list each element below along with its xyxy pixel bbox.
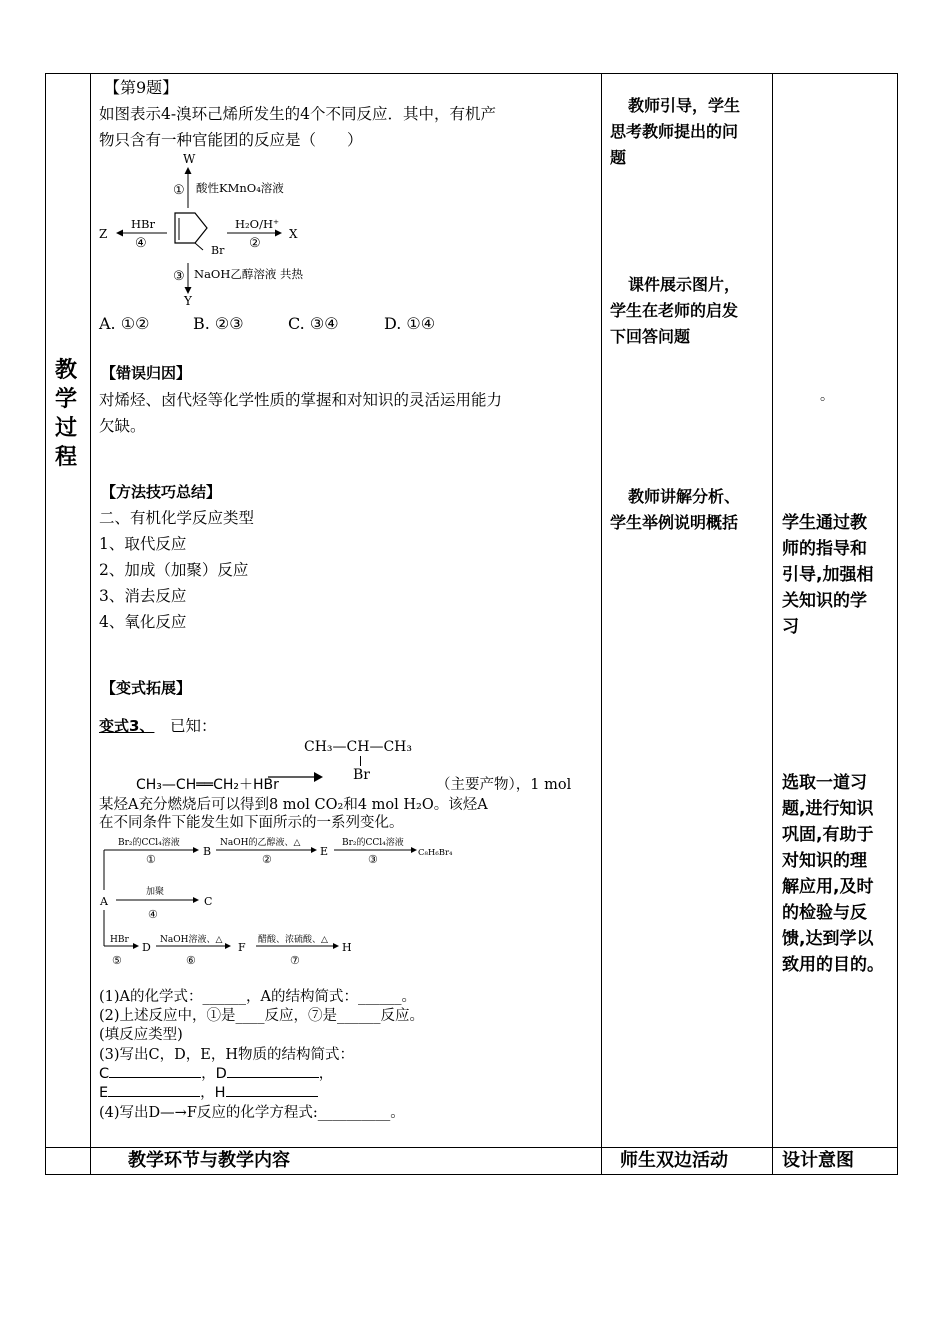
q3-E-blank[interactable] <box>108 1096 200 1097</box>
q9-option-c: C. ③④ <box>288 314 339 333</box>
table-border-right <box>897 73 898 1175</box>
intent-line: 馈,达到学以 <box>782 929 874 949</box>
diagram-r1: ① <box>173 183 185 198</box>
scheme-n5: ⑤ <box>112 954 122 967</box>
side-char: 学 <box>54 387 77 412</box>
scheme-c3: Br₂的CCl₄溶液 <box>342 838 404 848</box>
variant-line1-tail: （主要产物），1 mol <box>436 777 572 793</box>
variant-q2: (2)上述反应中，①是____反应，⑦是______反应。 <box>99 1008 425 1024</box>
q3-H-label: H <box>214 1085 226 1101</box>
table-border-col3 <box>772 73 773 1175</box>
q3-C-blank[interactable] <box>109 1077 201 1078</box>
scheme-A: A <box>100 895 108 908</box>
method-header: 【方法技巧总结】 <box>101 483 222 501</box>
diagram-W: W <box>183 152 196 166</box>
variant-line3: 在不同条件下能发生如下面所示的一系列变化。 <box>99 815 404 831</box>
activity-line: 教师讲解分析、 <box>628 487 741 506</box>
activity-line: 下回答问题 <box>610 327 691 346</box>
diagram-r1-cond: 酸性KMnO₄溶液 <box>196 181 284 195</box>
scheme-F: F <box>238 941 246 954</box>
q9-text-line1: 如图表示4-溴环己烯所发生的4个不同反应．其中，有机产 <box>99 105 496 123</box>
intent-line: 题,进行知识 <box>782 799 874 819</box>
q9-option-b: B. ②③ <box>193 314 244 333</box>
q3-E-label: E <box>99 1085 109 1101</box>
diagram-r3: ③ <box>173 269 185 284</box>
table-border-col2 <box>601 73 602 1175</box>
side-char: 教 <box>54 358 77 383</box>
intent-line: 解应用,及时 <box>782 877 874 897</box>
bromocyclohexene-reaction-diagram <box>95 150 395 308</box>
table-border-col1 <box>90 73 91 1175</box>
scheme-C: C <box>204 895 213 908</box>
q9-option-d: D. ①④ <box>384 314 436 333</box>
side-char: 过 <box>54 416 77 441</box>
intent-line: 学生通过教 <box>782 513 867 533</box>
activity-line: 学生在老师的启发 <box>610 301 739 320</box>
method-item: 2、加成（加聚）反应 <box>99 561 249 579</box>
q9-option-a: A. ①② <box>99 314 150 333</box>
error-line1: 对烯烃、卤代烃等化学性质的掌握和对知识的灵活运用能力 <box>99 391 503 409</box>
scheme-n2: ② <box>262 853 272 866</box>
activity-line: 题 <box>610 148 627 167</box>
table-border-bottom <box>45 1174 898 1175</box>
activity-2 <box>610 272 740 350</box>
scheme-n6: ⑥ <box>186 954 196 967</box>
intent-line: 的检验与反 <box>782 903 867 923</box>
diagram-r3-cond: NaOH乙醇溶液 共热 <box>194 267 304 281</box>
variant-header: 【变式拓展】 <box>101 679 192 697</box>
variant-line2: 某烃A充分燃烧后可以得到8 mol CO₂和4 mol H₂O。该烃A <box>99 797 488 813</box>
method-item: 4、氧化反应 <box>99 613 187 631</box>
q9-text-line2: 物只含有一种官能团的反应是（ ） <box>99 131 363 149</box>
q3-D-label: D <box>215 1066 227 1082</box>
method-item: 3、消去反应 <box>99 587 187 605</box>
variant-product: CH₃—CH—CH₃ <box>304 739 412 755</box>
scheme-n7: ⑦ <box>290 954 300 967</box>
scheme-n3: ③ <box>368 853 378 866</box>
diagram-r2-cond: H₂O/H⁺ <box>235 217 280 231</box>
scheme-c2: NaOH的乙醇液、△ <box>220 838 301 848</box>
scheme-n1: ① <box>146 853 156 866</box>
activity-3 <box>610 484 740 536</box>
table-border-mid <box>45 1147 898 1148</box>
error-line2: 欠缺。 <box>99 417 146 435</box>
scheme-c4: 加聚 <box>146 887 165 897</box>
method-item: 二、有机化学反应类型 <box>99 509 255 527</box>
diagram-Br: Br <box>211 244 225 257</box>
reaction-scheme <box>98 832 458 970</box>
scheme-n4: ④ <box>148 908 158 921</box>
footer-content-header: 教学环节与教学内容 <box>128 1150 290 1171</box>
table-border-left <box>45 73 46 1175</box>
footer-intent-header: 设计意图 <box>782 1150 854 1171</box>
intent-1 <box>782 510 873 640</box>
scheme-H: H <box>342 941 352 954</box>
intent-2 <box>782 770 884 978</box>
diagram-r4: ④ <box>135 236 147 251</box>
q3-D-blank[interactable] <box>227 1077 319 1078</box>
scheme-c1: Br₂的CCl₄溶液 <box>118 838 180 848</box>
intent-line: 引导,加强相 <box>782 565 874 585</box>
diagram-r2: ② <box>249 236 261 251</box>
side-label <box>50 356 82 472</box>
q9-header: 【第9题】 <box>104 78 179 97</box>
scheme-c7: 醋酸、浓硫酸、△ <box>258 935 328 945</box>
q3-C-line: C ，D ， <box>99 1066 334 1082</box>
diagram-r4-cond: HBr <box>131 217 155 231</box>
variant-q1: (1)A的化学式：______，A的结构简式：______。 <box>99 989 416 1005</box>
scheme-B: B <box>203 845 212 858</box>
intent-line: 致用的目的。 <box>782 955 884 975</box>
error-header: 【错误归因】 <box>101 364 192 382</box>
variant-product-br: Br <box>353 767 370 783</box>
intent-line: 对知识的理 <box>782 851 867 871</box>
equation-arrow <box>268 771 324 783</box>
diagram-X: X <box>289 227 298 241</box>
activity-line: 教师引导，学生 <box>628 96 741 115</box>
intent-line: 习 <box>782 617 799 637</box>
scheme-D: D <box>142 941 151 954</box>
q3-C-label: C <box>99 1066 110 1082</box>
scheme-c6: NaOH溶液、△ <box>160 935 223 945</box>
intent-line: 选取一道习 <box>782 773 867 793</box>
diagram-Z: Z <box>99 227 108 241</box>
variant-known: 已知： <box>170 717 217 735</box>
variant-q2b: (填反应类型) <box>99 1027 183 1043</box>
intent-line: 关知识的学 <box>782 591 867 611</box>
footer-activity-header: 师生双边活动 <box>620 1150 728 1171</box>
diagram-Y: Y <box>184 294 192 308</box>
scheme-E: E <box>320 845 329 858</box>
variant-label: 变式3、 <box>99 717 155 735</box>
variant-q3: (3)写出C，D，E，H物质的结构简式： <box>99 1047 354 1063</box>
intent-dot: 。 <box>820 388 834 404</box>
q3-H-blank[interactable] <box>226 1096 318 1097</box>
intent-line: 师的指导和 <box>782 539 867 559</box>
scheme-c5: HBr <box>110 935 129 945</box>
activity-1 <box>610 93 740 171</box>
table-border-top <box>45 73 898 74</box>
method-item: 1、取代反应 <box>99 535 187 553</box>
variant-q4: (4)写出D—→F反应的化学方程式:__________。 <box>99 1105 405 1121</box>
activity-line: 课件展示图片， <box>628 275 741 294</box>
activity-line: 思考教师提出的问 <box>610 122 739 141</box>
side-char: 程 <box>54 445 77 470</box>
activity-line: 学生举例说明概括 <box>610 513 739 532</box>
intent-line: 巩固,有助于 <box>782 825 874 845</box>
variant-equation: CH₃—CH══CH₂＋HBr <box>136 777 279 793</box>
q3-E-line: E ，H <box>99 1083 318 1103</box>
scheme-final: C₈H₆Br₄ <box>418 848 453 858</box>
